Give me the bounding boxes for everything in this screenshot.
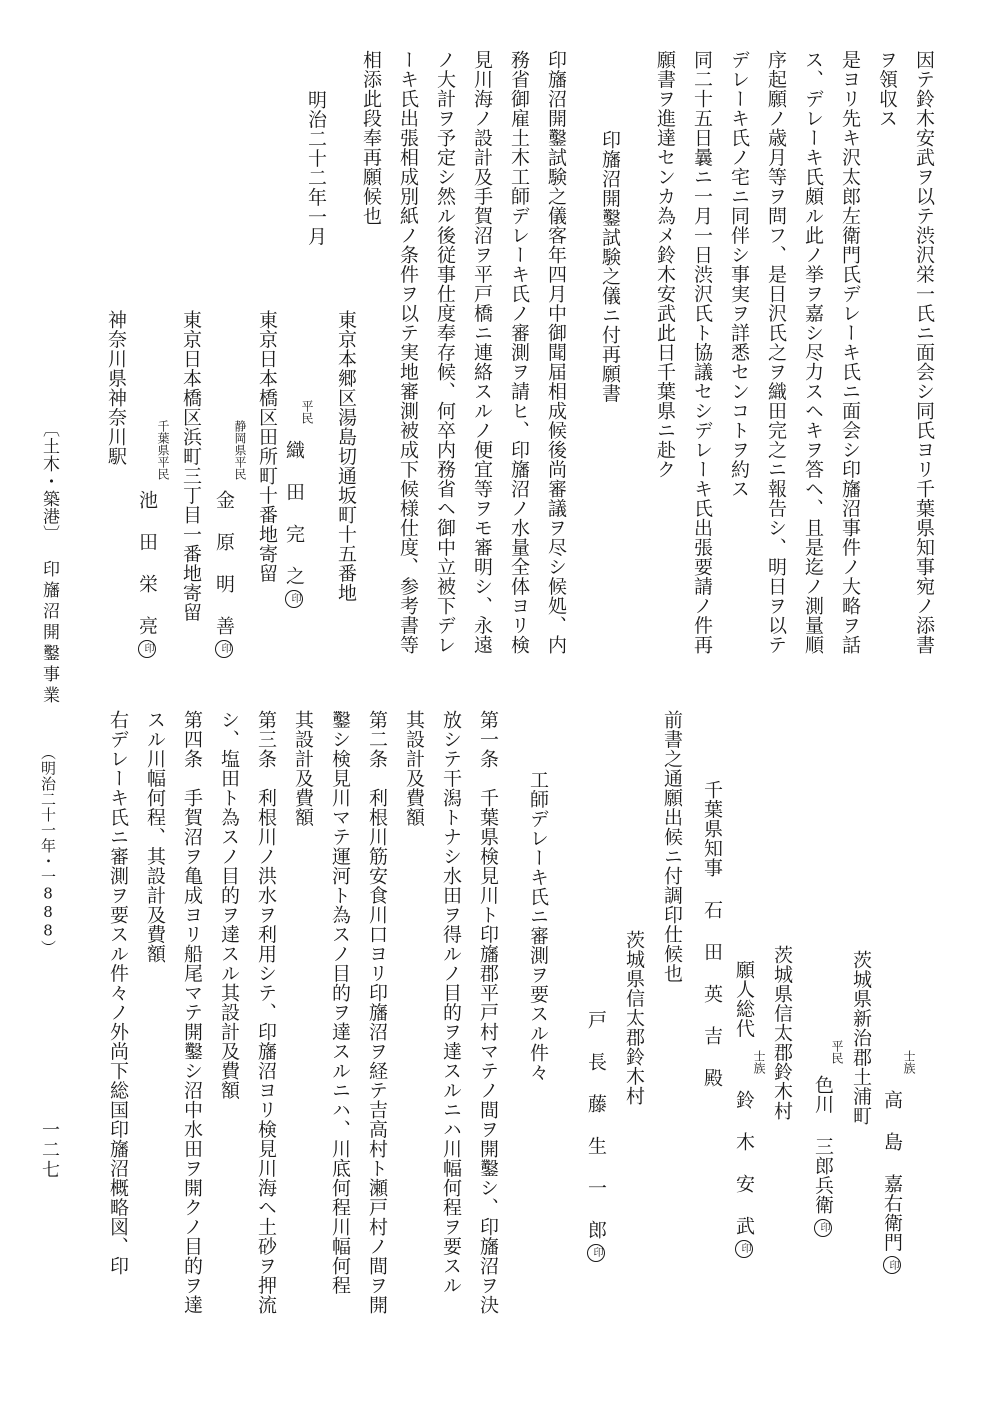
condition-line: 其設計及費額: [403, 710, 425, 827]
condition-line: 放シテ干潟トナシ水田ヲ得ルノ目的ヲ達スルニハ川幅何程ヲ要スル: [440, 710, 462, 1295]
signer-rank: 士族: [902, 1050, 916, 1074]
seal-mark: 印: [138, 640, 156, 658]
margin-category: 〔土木・築港〕: [39, 420, 59, 543]
petition-line: 印旛沼開鑿試験之儀客年四月中御聞届相成候後尚審議ヲ尽シ候処、内: [545, 50, 567, 655]
petition-line: 相添此段奉再願候也: [360, 50, 382, 226]
village-address: 茨城県信太郡鈴木村: [623, 930, 645, 1106]
signer-address: 東京日本橋区田所町十番地寄留: [256, 310, 278, 583]
endorsement: 前書之通願出候ニ付調印仕候也: [661, 710, 683, 983]
text-line: デレーキ氏ノ宅ニ同伴シ事実ヲ詳悉センコトヲ約ス: [728, 50, 750, 499]
condition-line: スル川幅何程、其設計及費額: [144, 710, 166, 964]
condition-line: 鑿シ検見川マテ運河ト為スノ目的ヲ達スルニハ、川底何程川幅何程: [329, 710, 351, 1295]
signer-rank: 平民: [300, 400, 314, 424]
seal-mark: 印: [883, 1256, 901, 1274]
signer-address: 東京本郷区湯島切通坂町十五番地: [335, 310, 357, 603]
signer-name-text: 金 原 明 善: [213, 490, 235, 636]
seal-mark: 印: [587, 1244, 605, 1262]
seal-mark: 印: [735, 1240, 753, 1258]
village-head-text: 戸 長 藤 生 一 郎: [585, 1010, 607, 1240]
signer-name: [813, 1075, 832, 1237]
condition-line: 第三条 利根川ノ洪水ヲ利用シテ、印旛沼ヨリ検見川海ヘ土砂ヲ押流: [255, 710, 277, 1315]
signer-name-text: 織 田 完 之: [283, 440, 305, 586]
seal-mark: 印: [285, 590, 303, 608]
signer-address: 茨城県新治郡土浦町: [850, 950, 872, 1126]
condition-line: 第四条 手賀沼ヲ亀成ヨリ船尾マテ開鑿シ沼中水田ヲ開クノ目的ヲ達: [181, 710, 203, 1315]
signer-address: 茨城県信太郡鈴木村: [771, 945, 793, 1121]
signer-name-text: 高 島 嘉右衛門: [881, 1090, 903, 1252]
condition-line: 右デレーキ氏ニ審測ヲ要スル件々ノ外尚下総国印旛沼概略図、印: [107, 710, 129, 1276]
signer-name-text: 池 田 栄 亮: [136, 490, 158, 636]
text-line: 因テ鈴木安武ヲ以テ渋沢栄一氏ニ面会シ同氏ヨリ千葉県知事宛ノ添書: [913, 50, 935, 655]
signer-role: 願人総代: [733, 960, 755, 1038]
petition-line: ーキ氏出張相成別紙ノ条件ヲ以テ実地審測被成下候様仕度、参考書等: [397, 50, 419, 655]
signer-name-text: 鈴 木 安 武: [733, 1090, 755, 1236]
text-line: 同二十五日曩ニ一月一日渋沢氏ト協議セシデレーキ氏出張要請ノ件再: [691, 50, 713, 655]
page-number: 一二七: [39, 1120, 60, 1180]
petition-title: 印旛沼開鑿試験之儀ニ付再願書: [599, 130, 621, 403]
text-line: ス、デレーキ氏頗ル此ノ挙ヲ嘉シ尽力スヘキヲ答ヘ、且是迄ノ測量順: [802, 50, 824, 655]
petition-line: 見川海ノ設計及手賀沼ヲ平戸橋ニ連絡スルノ便宜等ヲモ審明シ、永遠: [471, 50, 493, 655]
condition-line: シ、塩田ト為スノ目的ヲ達スル其設計及費額: [218, 710, 240, 1100]
signer-name: [882, 1090, 901, 1274]
signer-rank: 平民: [830, 1040, 844, 1064]
text-line: ヲ領収ス: [876, 50, 898, 128]
text-line: 是ヨリ先キ沢太郎左衛門氏デレーキ氏ニ面会シ印旛沼事件ノ大略ヲ話: [839, 50, 861, 655]
seal-mark: 印: [814, 1219, 832, 1237]
signer-rank: 千葉県平民: [156, 420, 170, 480]
addressee: 千葉県知事 石 田 英 吉 殿: [701, 780, 723, 1088]
signer-address: 東京日本橋区浜町三丁目一番地寄留: [180, 310, 202, 622]
signer-rank: 士族: [752, 1050, 766, 1074]
conditions-title: 工師デレーキ氏ニ審測ヲ要スル件々: [527, 770, 549, 1082]
signer-name: [734, 1090, 753, 1258]
seal-mark: 印: [215, 640, 233, 658]
margin-date: （明治二十一年・一888）: [39, 745, 57, 956]
petition-line: ノ大計ヲ予定シ然ル後従事仕度奉存候、何卒内務省ヘ御中立被下デレ: [434, 50, 456, 655]
last-address: 神奈川県神奈川駅: [105, 310, 127, 466]
condition-line: 第二条 利根川筋安食川口ヨリ印旛沼ヲ経テ吉高村ト瀬戸村ノ間ヲ開: [366, 710, 388, 1315]
signer-name-text: 色川 三郎兵衛: [812, 1075, 834, 1215]
condition-line: 其設計及費額: [292, 710, 314, 827]
text-line: 序起願ノ歳月等ヲ問フ、是日沢氏之ヲ織田完之ニ報告シ、明日ヲ以テ: [765, 50, 787, 655]
signer-name: [137, 490, 156, 658]
signer-name: [214, 490, 233, 658]
petition-line: 務省御雇土木工師デレーキ氏ノ審測ヲ請ヒ、印旛沼ノ水量全体ヨリ検: [508, 50, 530, 655]
village-head: [586, 1010, 605, 1262]
petition-date: 明治二十二年一月: [305, 90, 327, 246]
signer-name: [284, 440, 303, 608]
signer-rank: 静岡県平民: [233, 420, 247, 480]
margin-title: 印旛沼開鑿事業: [39, 560, 59, 707]
condition-line: 第一条 千葉県検見川ト印旛郡平戸村マテノ間ヲ開鑿シ、印旛沼ヲ決: [477, 710, 499, 1315]
text-line: 願書ヲ進達センカ為メ鈴木安武此日千葉県ニ赴ク: [654, 50, 676, 479]
